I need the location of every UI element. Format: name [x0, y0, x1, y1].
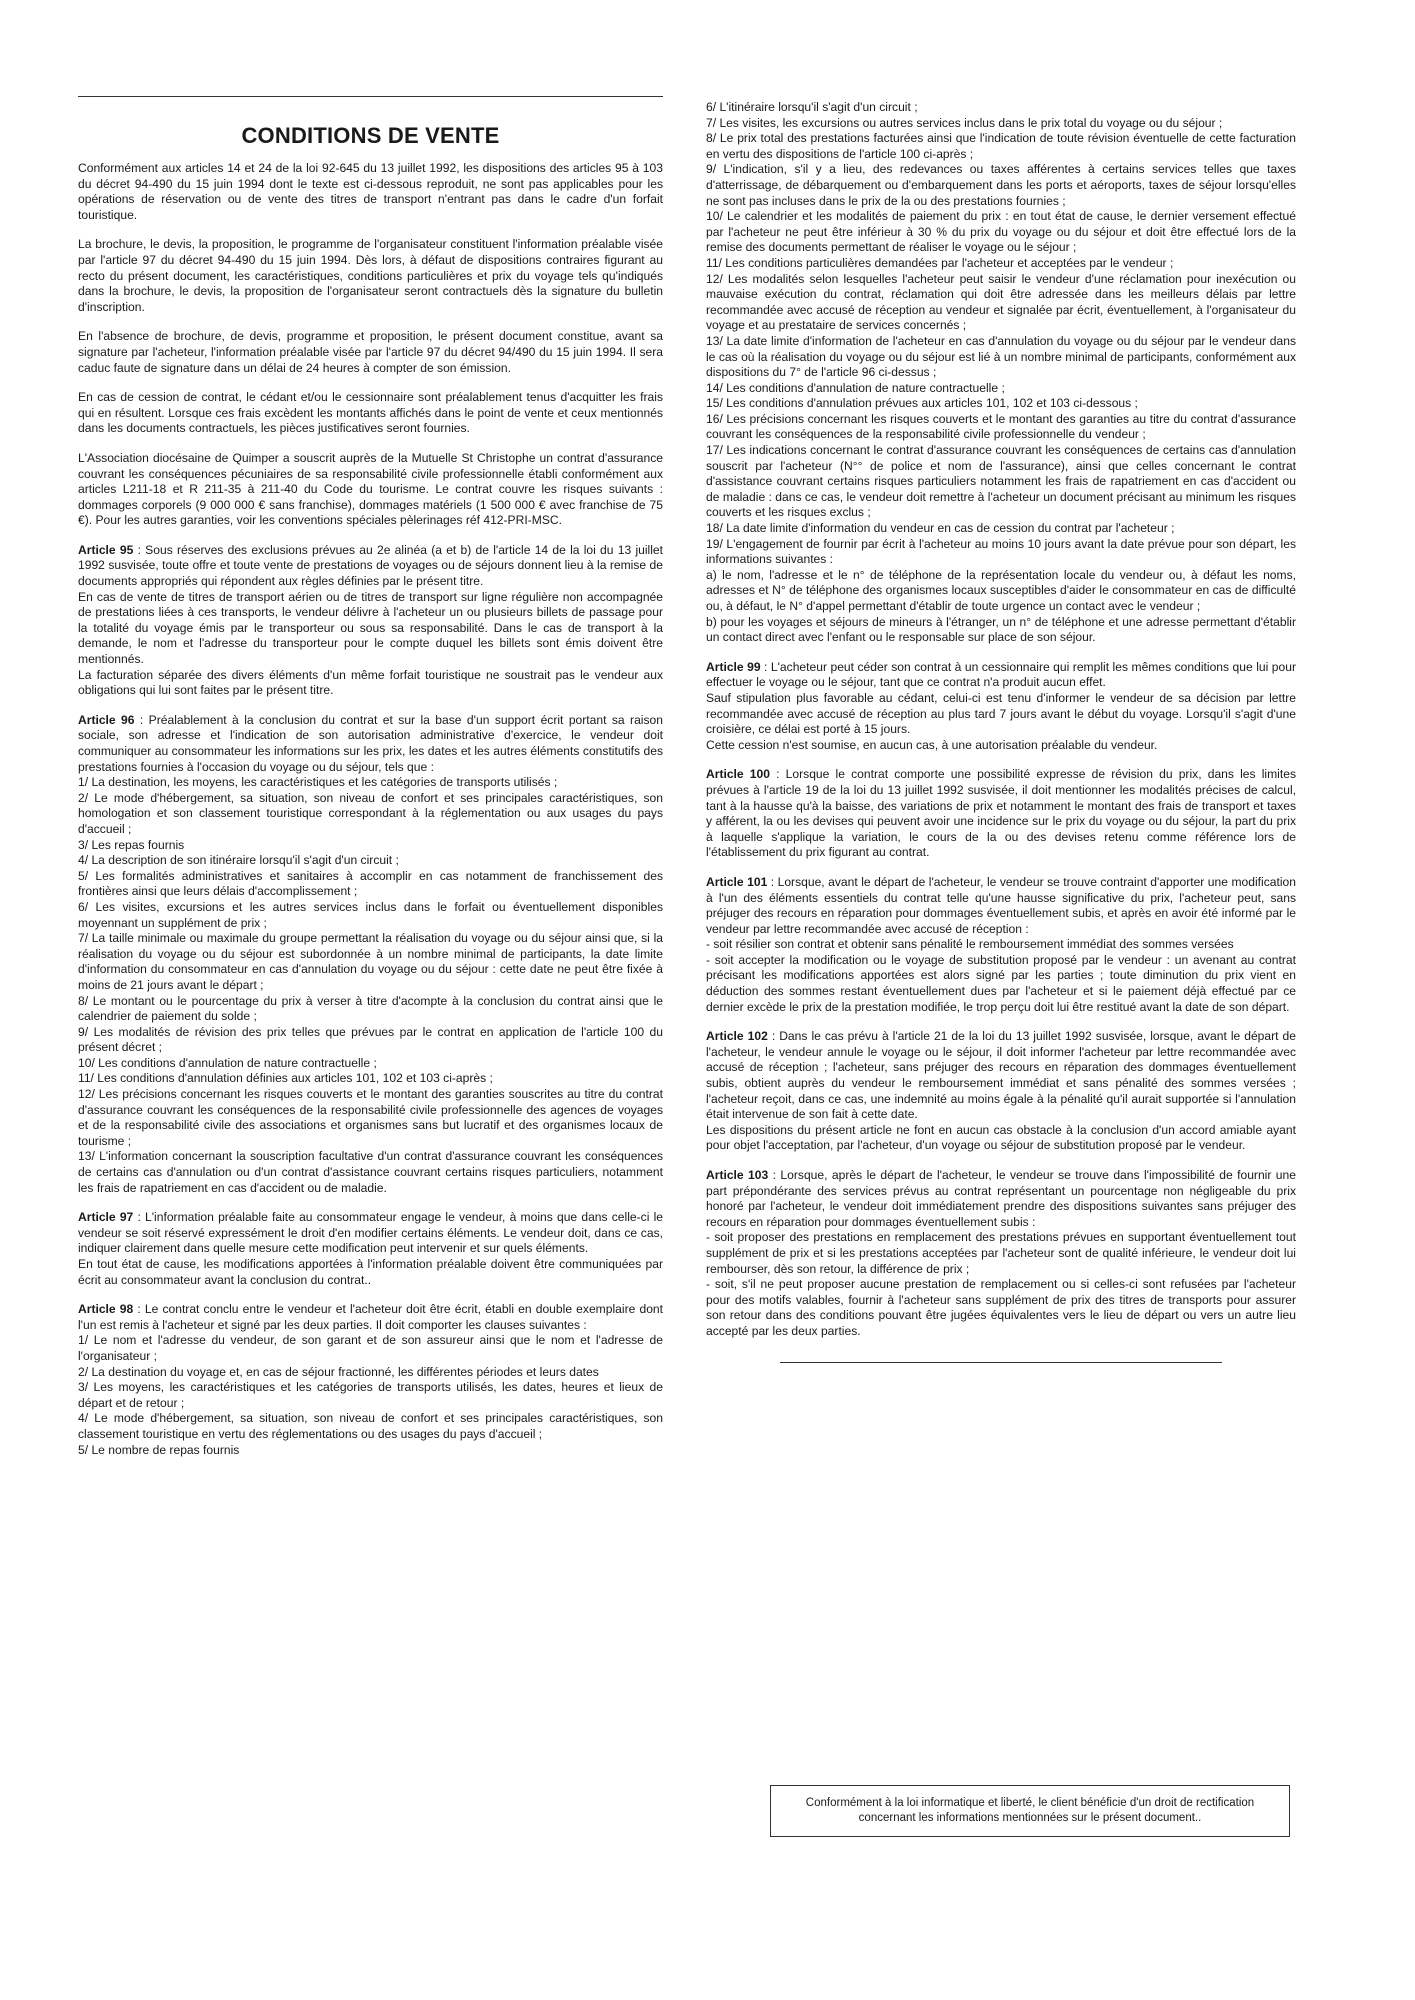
end-divider — [780, 1362, 1223, 1363]
article-98-text: : Le contrat conclu entre le vendeur et l'acheteur doit être écrit, établi en double exemplaire dont l'un est remis à l'acheteur et signé par les deux parties. Il doit comporter les clauses suivantes : 1/ Le nom et l'adresse du vendeur, de son garant et de son assureur ainsi que le nom et l'adresse de l'organisateur ; 2/ La destination du voyage et, en cas de séjour fractionné, les différentes périodes et leurs dates 3/ Les moyens, les caractéristiques et les catégories de transports utilisés, les dates, heures et lieux de départ et de retour ; 4/ Le mode d'hébergement, sa situation, son niveau de confort et ses principales caractéristiques, son classement touristique en vertu des réglementations ou des usages du pays d'accueil ; 5/ Le nombre de repas fournis — [78, 1302, 664, 1457]
intro-paragraph: Conformément aux articles 14 et 24 de la loi 92-645 du 13 juillet 1992, les dispositions des articles 95 à 103 du décret 94-490 du 15 juin 1994 dont le texte est ci-dessous reproduit, ne sont pas applicables pour les opérations de réservation ou de vente des titres de transport n'entrant pas dans le cadre d'un forfait touristique. — [78, 161, 663, 222]
article-103-label: Article 103 — [706, 1168, 769, 1182]
article-98 — [78, 1302, 663, 1458]
article-100-text: : Lorsque le contrat comporte une possibilité expresse de révision du prix, dans les limites prévues à l'article 19 de la loi du 13 juillet 1992 susvisée, il doit mentionner les modalités précises de calcul, tant à la hausse qu'à la baisse, des variations de prix et notamment le montant des frais de transport et taxes y afférent, la ou les devises qui peuvent avoir une incidence sur le prix du voyage ou du séjour, la part du prix à laquelle s'applique la variation, le cours de la ou des devises retenu comme référence lors de l'établissement du prix figurant au contrat. — [706, 767, 1296, 860]
article-99-text: : L'acheteur peut céder son contrat à un cessionnaire qui remplit les mêmes conditions que lui pour effectuer le voyage ou le séjour, tant que ce contrat n'a produit aucun effet. Sauf stipulation plus favorable au cédant, celui-ci est tenu d'informer le vendeur de sa décision par lettre recommandée avec accusé de réception au plus tard 7 jours avant le début du voyage. Lorsqu'il s'agit d'une croisière, ce délai est porté à 15 jours. Cette cession n'est soumise, en aucun cas, à une autorisation préalable du vendeur. — [706, 659, 1297, 752]
article-101-text: : Lorsque, avant le départ de l'acheteur, le vendeur se trouve contraint d'apporter une modification à l'un des éléments essentiels du contrat telle qu'une hausse significative du prix, l'acheteur peut, sans préjuger des recours en réparation pour dommages éventuellement subis, et après en avoir été informé par le vendeur par lettre recommandée avec accusé de réception : - soit résilier son contrat et obtenir sans pénalité le remboursement immédiat des sommes versées - soit accepter la modification ou le voyage de substitution proposé par le vendeur : un avenant au contrat précisant les modifications apportées est alors signé par les parties ; toute diminution du prix vient en déduction des sommes restant éventuellement dues par l'acheteur et si le paiement déjà effectué par ce dernier excède le prix de la prestation modifiée, le trop perçu doit lui être restitué avant la date de son départ. — [706, 874, 1296, 1014]
article-102-label: Article 102 — [706, 1029, 768, 1044]
article-95-text: : Sous réserves des exclusions prévues au 2e alinéa (a et b) de l'article 14 de la loi du 13 juillet 1992 susvisée, toute offre et toute vente de prestations de voyages ou de séjours donnent lieu à la remise de documents appropriés qui répondent aux règles définies par le présent titre. En cas de vente de titres de transport aérien ou de titres de transport sur ligne régulière non accompagnée de prestations liées à ces transports, le vendeur délivre à l'acheteur un ou plusieurs billets de passage pour la totalité du voyage émis par le transporteur ou sous sa responsabilité. Dans le cas de transport à la demande, le nom et l'adresse du transporteur pour le compte duquel les billets sont émis doivent être mentionnés. La facturation séparée des divers éléments d'un même forfait touristique ne soustrait pas le vendeur aux obligations qui lui sont faites par le présent titre. — [78, 542, 664, 698]
top-divider — [78, 96, 663, 97]
article-97 — [78, 1210, 663, 1288]
left-column — [78, 96, 663, 1472]
article-95-label: Article 95 — [78, 542, 134, 557]
article-101 — [706, 875, 1296, 1015]
article-96 — [78, 713, 663, 1196]
article-100 — [706, 767, 1296, 861]
privacy-notice-text: Conformément à la loi informatique et liberté, le client bénéficie d'un droit de rectification concernant les informations mentionnées sur le présent document.. — [805, 1797, 1255, 1824]
article-101-label: Article 101 — [706, 874, 768, 889]
privacy-notice-box — [770, 1785, 1290, 1837]
article-98-continued: 6/ L'itinéraire lorsqu'il s'agit d'un circuit ; 7/ Les visites, les excursions ou autres services inclus dans le prix total du voyage ou du séjour ; 8/ Le prix total des prestations facturées ainsi que l'indication de toute révision éventuelle de cette facturation en vertu des dispositions de l'article 100 ci-après ; 9/ L'indication, s'il y a lieu, des redevances ou taxes afférentes à certains services telles que taxes d'atterrissage, de débarquement ou d'embarquement dans les ports et aéroports, taxes de séjour lorsqu'elles ne sont pas incluses dans le prix de la ou des prestations fournies ; 10/ Le calendrier et les modalités de paiement du prix : en tout état de cause, le dernier versement effectué par l'acheteur ne peut être inférieur à 30 % du prix du voyage ou du séjour et doit être effectué lors de la remise des documents permettant de réaliser le voyage ou le séjour ; 11/ Les conditions particulières demandées par l'acheteur et acceptées par le vendeur ; 12/ Les modalités selon lesquelles l'acheteur peut saisir le vendeur d'une réclamation pour inexécution ou mauvaise exécution du contrat, réclamation qui doit être adressée dans les meilleurs délais par lettre recommandée avec accusé de réception au vendeur et signalée par écrit, éventuellement, à l'organisateur du voyage et au prestataire de services concernés ; 13/ La date limite d'information de l'acheteur en cas d'annulation du voyage ou du séjour par le vendeur dans le cas où la réalisation du voyage ou du séjour est lié à un nombre minimal de participants, conformément aux dispositions du 7° de l'article 96 ci-dessus ; 14/ Les conditions d'annulation de nature contractuelle ; 15/ Les conditions d'annulation prévues aux articles 101, 102 et 103 ci-dessous ; 16/ Les précisions concernant les risques couverts et le montant des garanties au titre du contrat d'assurance couvrant les conséquences de la responsabilité civile professionnelle du vendeur ; 17/ Les indications concernant le contrat d'assurance couvrant les conséquences de certains cas d'annulation souscrit par l'acheteur (N°° de police et nom de l'assurance), ainsi que celles concernant le contrat d'assistance couvrant certains risques particuliers notamment les frais de rapatriement en cas d'accident ou de maladie : dans ce cas, le vendeur doit remettre à l'acheteur un document précisant au minimum les risques couverts et les risques exclus ; 18/ La date limite d'information du vendeur en cas de cession du contrat par l'acheteur ; 19/ L'engagement de fournir par écrit à l'acheteur au moins 10 jours avant la date prévue pour son départ, les informations suivantes : a) le nom, l'adresse et le n° de téléphone de la représentation locale du vendeur ou, à défaut les noms, adresses et N° de téléphone des organismes locaux susceptibles d'aider le consommateur en cas de difficulté ou, à défaut, le N° d'appel permettant d'établir de toute urgence un contact avec le vendeur ; b) pour les voyages et séjours de mineurs à l'étranger, un n° de téléphone et une adresse permettant d'établir un contact direct avec l'enfant ou le responsable sur place de son séjour. — [706, 100, 1296, 645]
article-98-label: Article 98 — [78, 1302, 134, 1317]
article-100-label: Article 100 — [706, 767, 770, 782]
article-102 — [706, 1029, 1296, 1154]
article-99-label: Article 99 — [706, 659, 761, 674]
article-99 — [706, 660, 1296, 754]
article-102-text: : Dans le cas prévu à l'article 21 de la loi du 13 juillet 1992 susvisée, lorsque, avant le départ de l'acheteur, le vendeur annule le voyage ou le séjour, il doit informer l'acheteur par lettre recommandée avec accusé de réception ; l'acheteur, sans préjuger des recours en réparation des dommages éventuellement subis, obtient auprès du vendeur le remboursement immédiat et sans pénalité des sommes versées ; l'acheteur reçoit, dans ce cas, une indemnité au moins égale à la pénalité qu'il aurait supportée si l'annulation était intervenue de son fait à cette date. Les dispositions du présent article ne font en aucun cas obstacle à la conclusion d'un accord amiable ayant pour objet l'acceptation, par l'acheteur, d'un voyage ou séjour de substitution proposé par le vendeur. — [706, 1029, 1296, 1153]
insurance-paragraph: L'Association diocésaine de Quimper a souscrit auprès de la Mutuelle St Christophe un contrat d'assurance couvrant les conséquences pécuniaires de sa responsabilité civile professionnelle établi conformément aux articles L211-18 et R 211-35 à 211-40 du Code du tourisme. Le contrat couvre les risques suivants : dommages corporels (9 000 000 € sans franchise), dommages matériels (1 500 000 € avec franchise de 75 €). Pour les autres garanties, voir les conventions spéciales pèlerinages réf 412-PRI-MSC. — [78, 450, 663, 528]
article-103-text: : Lorsque, après le départ de l'acheteur, le vendeur se trouve dans l'impossibilité de fournir une part prépondérante des services prévus au contrat représentant un pourcentage non négligeable du prix honoré par l'acheteur, le vendeur doit immédiatement prendre des dispositions suivantes sans préjuger des recours en réparation pour dommages éventuellement subis : - soit proposer des prestations en remplacement des prestations prévues en supportant éventuellement tout supplément de prix et si les prestations acceptées par l'acheteur sont de qualité inférieure, le vendeur doit lui rembourser, dès son retour, la différence de prix ; - soit, s'il ne peut proposer aucune prestation de remplacement ou si celles-ci sont refusées par l'acheteur pour des motifs valables, fournir à l'acheteur sans supplément de prix des titres de transports pour assurer son retour dans des conditions pouvant être jugées équivalentes vers le lieu de départ ou vers un autre lieu accepté par les deux parties. — [706, 1168, 1296, 1338]
brochure-paragraph: La brochure, le devis, la proposition, le programme de l'organisateur constituent l'information préalable visée par l'article 97 du décret 94-490 du 15 juin 1994. Dès lors, à défaut de dispositions contraires figurant au recto du présent document, les caractéristiques, conditions particulières et prix du voyage tels qu'indiqués dans la brochure, le devis, la proposition de l'organisateur seront contractuels dès la signature du bulletin d'inscription. — [78, 237, 663, 314]
article-95 — [78, 543, 663, 699]
article-103 — [706, 1168, 1296, 1340]
article-97-label: Article 97 — [78, 1210, 134, 1225]
right-column — [706, 100, 1296, 1363]
absence-paragraph: En l'absence de brochure, de devis, programme et proposition, le présent document constitue, avant sa signature par l'acheteur, l'information préalable visée par l'article 97 du décret 94/490 du 15 juin 1994. Il sera caduc faute de signature dans un délai de 24 heures à compter de son émission. — [78, 329, 663, 375]
page-title: CONDITIONS DE VENTE — [241, 123, 500, 148]
cession-paragraph: En cas de cession de contrat, le cédant et/ou le cessionnaire sont préalablement tenus d'acquitter les frais qui en résultent. Lorsque ces frais excèdent les montants affichés dans le point de vente et ceux mentionnés dans les documents contractuels, les pièces justificatives seront fournies. — [78, 390, 663, 436]
article-97-text: : L'information préalable faite au consommateur engage le vendeur, à moins que dans celle-ci le vendeur se soit réservé expressément le droit d'en modifier certains éléments. Le vendeur doit, dans ce cas, indiquer clairement dans quelle mesure cette modification peut intervenir et sur quels éléments. En tout état de cause, les modifications apportées à l'information préalable doivent être communiquées par écrit au consommateur avant la conclusion du contrat.. — [78, 1210, 663, 1287]
article-96-label: Article 96 — [78, 712, 135, 727]
article-96-text: : Préalablement à la conclusion du contrat et sur la base d'un support écrit portant sa raison sociale, son adresse et l'indication de son autorisation administrative d'exercice, le vendeur doit communiquer au consommateur les informations sur les prix, les dates et les autres éléments constitutifs des prestations fournies à l'occasion du voyage ou du séjour, tels que : 1/ La destination, les moyens, les caractéristiques et les catégories de transports utilisés ; 2/ Le mode d'hébergement, sa situation, son niveau de confort et ses principales caractéristiques, son homologation et son classement touristique correspondant à la réglementation ou aux usages du pays d'accueil ; 3/ Les repas fournis 4/ La description de son itinéraire lorsqu'il s'agit d'un circuit ; 5/ Les formalités administratives et sanitaires à accomplir en cas notamment de franchissement des frontières ainsi que leurs délais d'accomplissement ; 6/ Les visites, excursions et les autres services inclus dans le forfait ou éventuellement disponibles moyennant un supplément de prix ; 7/ La taille minimale ou maximale du groupe permettant la réalisation du voyage ou du séjour ainsi que, si la réalisation du voyage ou du séjour est subordonnée à un nombre minimal de participants, la date limite d'information du consommateur en cas d'annulation du voyage ou du séjour : cette date ne peut être fixée à moins de 21 jours avant le départ ; 8/ Le montant ou le pourcentage du prix à verser à titre d'acompte à la conclusion du contrat ainsi que le calendrier de paiement du solde ; 9/ Les modalités de révision des prix telles que prévues par le contrat en application de l'article 100 du présent décret ; 10/ Les conditions d'annulation de nature contractuelle ; 11/ Les conditions d'annulation définies aux articles 101, 102 et 103 ci-après ; 12/ Les précisions concernant les risques couverts et le montant des garanties souscrites au titre du contrat d'assurance couvrant les conséquences de la responsabilité civile professionnelle des agences de voyages et de la responsabilité civile des associations et organismes sans but lucratif et des organismes locaux de tourisme ; 13/ L'information concernant la souscription facultative d'un contrat d'assurance couvrant les conséquences de certains cas d'annulation ou d'un contrat d'assistance couvrant certains risques particuliers, notamment les frais de rapatriement en cas d'accident ou de maladie. — [78, 712, 663, 1195]
